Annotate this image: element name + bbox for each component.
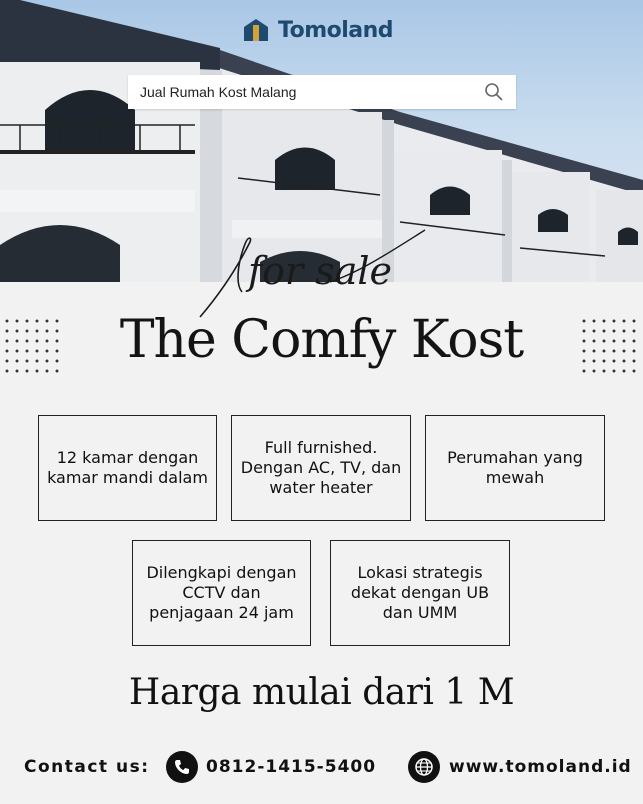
feature-box-furnished bbox=[231, 415, 411, 521]
contact-phone[interactable]: 0812-1415-5400 bbox=[206, 757, 377, 777]
feature-text: 12 kamar dengan kamar mandi dalam bbox=[47, 448, 208, 487]
feature-box-location bbox=[330, 540, 510, 646]
globe-icon bbox=[408, 751, 440, 783]
contact-label: Contact us: bbox=[24, 757, 150, 777]
search-input[interactable]: Jual Rumah Kost Malang bbox=[140, 84, 297, 100]
feature-box-security bbox=[132, 540, 311, 646]
for-sale-script bbox=[190, 222, 450, 322]
brand-name: Tomoland bbox=[278, 17, 394, 43]
house-logo-icon bbox=[242, 17, 270, 43]
feature-text: Full furnished. Dengan AC, TV, dan water heater bbox=[240, 438, 402, 497]
for-sale-text: for sale bbox=[248, 249, 392, 293]
feature-box-housing bbox=[425, 415, 605, 521]
search-icon[interactable] bbox=[484, 82, 504, 102]
contact-website[interactable]: www.tomoland.id bbox=[449, 757, 632, 777]
price-text: Harga mulai dari 1 M bbox=[128, 672, 515, 713]
page-title: The Comfy Kost bbox=[119, 310, 524, 370]
feature-box-rooms bbox=[38, 415, 217, 521]
feature-text: Dilengkapi dengan CCTV dan penjagaan 24 jam bbox=[146, 563, 297, 622]
phone-icon bbox=[166, 751, 198, 783]
brand bbox=[242, 17, 393, 43]
feature-text: Perumahan yang mewah bbox=[447, 448, 583, 487]
search-bar[interactable] bbox=[128, 75, 516, 109]
feature-text: Lokasi strategis dekat dengan UB dan UMM bbox=[350, 563, 490, 622]
